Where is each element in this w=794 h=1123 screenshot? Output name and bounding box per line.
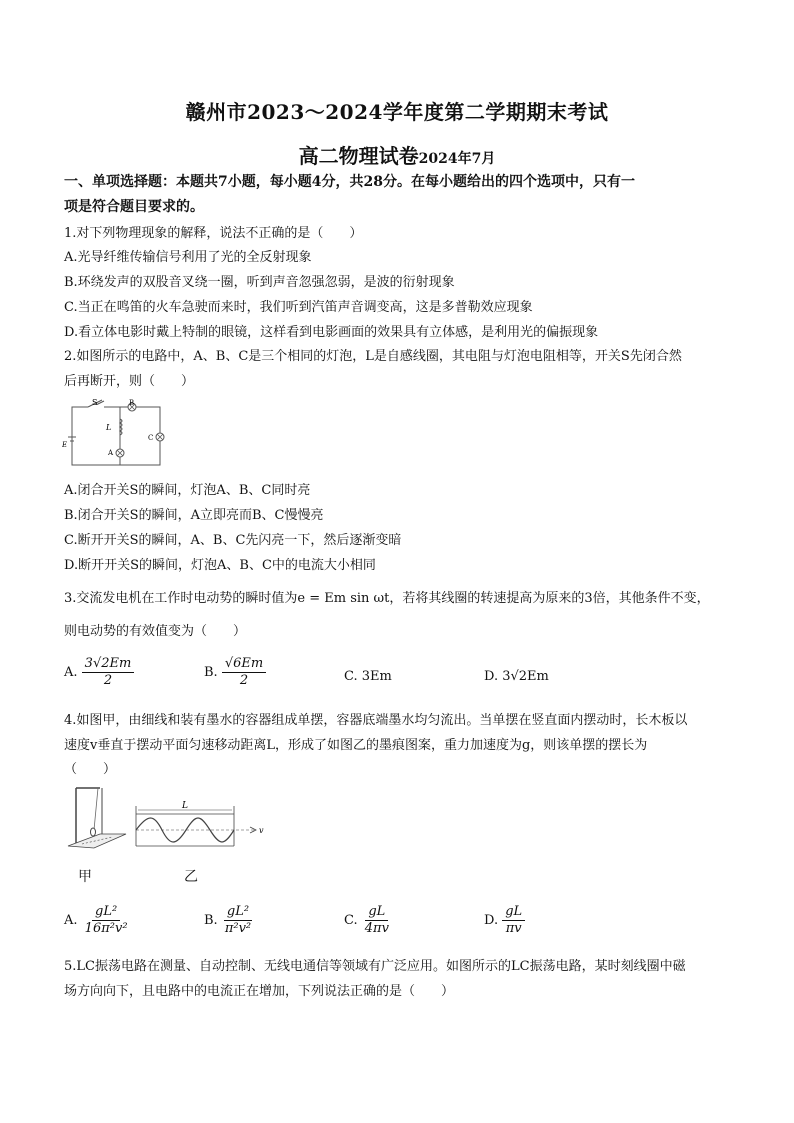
- exam-title: 赣州市2023～2024学年度第二学期期末考试: [185, 100, 609, 124]
- section-heading-line1: 一、单项选择题：本题共7小题，每小题4分，共28分。在每小题给出的四个选项中，只有一: [64, 174, 635, 190]
- section-heading-line2: 项是符合题目要求的。: [64, 199, 204, 215]
- q4-option-a-num: gL²: [92, 904, 120, 921]
- q3-option-a: [64, 656, 134, 689]
- exam-subtitle: [0, 140, 794, 169]
- q4-stem-line3: （ ）: [64, 762, 117, 777]
- q4-option-c-label: C.: [344, 913, 358, 928]
- q4-option-b-num: gL²: [224, 904, 252, 921]
- q2-stem-line1: 2.如图所示的电路中，A、B、C是三个相同的灯泡，L是自感线圈，其电阻与灯泡电阻相等，开关S先闭合然: [64, 349, 682, 364]
- q4-caption-yi: 乙: [184, 869, 198, 885]
- q2-option-d: D.断开开关S的瞬间，灯泡A、B、C中的电流大小相同: [64, 558, 376, 573]
- q2-fig-label-s: S: [92, 398, 98, 407]
- q2-option-a: A.闭合开关S的瞬间，灯泡A、B、C同时亮: [64, 483, 311, 498]
- q5-stem-line2: 场方向向下，且电路中的电流正在增加，下列说法正确的是（ ）: [64, 984, 455, 999]
- q3-option-d: D. 3√2Em: [484, 669, 549, 684]
- q4-option-d-label: D.: [484, 913, 499, 928]
- q4-option-c: [344, 904, 392, 937]
- q1-option-d: D.看立体电影时戴上特制的眼镜，这样看到电影画面的效果具有立体感，是利用光的偏振现象: [64, 325, 599, 340]
- q3-option-a-den: 2: [103, 673, 113, 688]
- q4-caption-jia: 甲: [78, 869, 92, 885]
- q2-fig-label-b: B: [129, 399, 135, 407]
- q1-option-b: B.环绕发声的双股音叉绕一圈，听到声音忽强忽弱，是波的衍射现象: [64, 275, 455, 290]
- q3-option-b: [204, 656, 266, 689]
- q3-stem-line1: 3.交流发电机在工作时电动势的瞬时值为e = Em sin ωt，若将其线圈的转速提高为原来的3倍，其他条件不变，: [64, 591, 710, 606]
- q4-option-a-den: 16π²v²: [84, 921, 128, 936]
- q4-stem-line1: 4.如图甲，由细线和装有墨水的容器组成单摆，容器底端墨水均匀流出。当单摆在竖直面内摆动时，长木板以: [64, 713, 688, 728]
- subject-title: 高二物理试卷: [298, 144, 419, 168]
- q1-option-c: C.当正在鸣笛的火车急驶而来时，我们听到汽笛声音调变高，这是多普勒效应现象: [64, 300, 533, 315]
- q4-option-b-label: B.: [204, 913, 218, 928]
- q3-option-a-label: A.: [64, 665, 78, 680]
- q4-stem-line2: 速度v垂直于摆动平面匀速移动距离L，形成了如图乙的墨痕图案，重力加速度为g，则该单摆的摆长为: [64, 738, 648, 753]
- exam-date: 2024年7月: [418, 151, 496, 167]
- q2-option-b: B.闭合开关S的瞬间，A立即亮而B、C慢慢亮: [64, 508, 324, 523]
- q2-circuit-figure: [62, 397, 166, 471]
- q3-option-b-den: 2: [239, 673, 249, 688]
- q1-option-a: A.光导纤维传输信号利用了光的全反射现象: [64, 250, 312, 265]
- q2-stem-line2: 后再断开，则（ ）: [64, 374, 195, 389]
- q2-option-c: C.断开开关S的瞬间，A、B、C先闪亮一下，然后逐渐变暗: [64, 533, 402, 548]
- q4-option-d: [484, 904, 525, 937]
- q4-fig-label-v: v: [259, 826, 264, 835]
- q2-fig-label-e: E: [62, 441, 68, 449]
- q4-option-b: [204, 904, 254, 937]
- q3-option-b-label: B.: [204, 665, 218, 680]
- q2-fig-label-c: C: [148, 434, 154, 442]
- q1-stem: 1.对下列物理现象的解释，说法不正确的是（ ）: [64, 226, 363, 241]
- q4-fig-label-l: L: [182, 801, 188, 811]
- q3-option-b-num: √6Em: [222, 656, 266, 673]
- q4-option-d-num: gL: [502, 904, 525, 921]
- q4-option-d-den: πv: [505, 921, 522, 936]
- q3-option-a-num: 3√2Em: [82, 656, 135, 673]
- q4-option-a-label: A.: [64, 913, 78, 928]
- q2-fig-label-l: L: [106, 423, 112, 432]
- q4-option-c-num: gL: [365, 904, 388, 921]
- q4-option-c-den: 4πv: [364, 921, 389, 936]
- q2-fig-label-a: A: [108, 449, 114, 457]
- q3-stem-line2: 则电动势的有效值变为（ ）: [64, 624, 247, 639]
- q4-option-a: [64, 904, 131, 937]
- q3-option-c: C. 3Em: [344, 669, 392, 684]
- q4-pendulum-figure: [62, 782, 272, 862]
- q4-option-b-den: π²v²: [224, 921, 252, 936]
- q5-stem-line1: 5.LC振荡电路在测量、自动控制、无线电通信等领域有广泛应用。如图所示的LC振荡电路，某时刻线圈中磁: [64, 959, 686, 974]
